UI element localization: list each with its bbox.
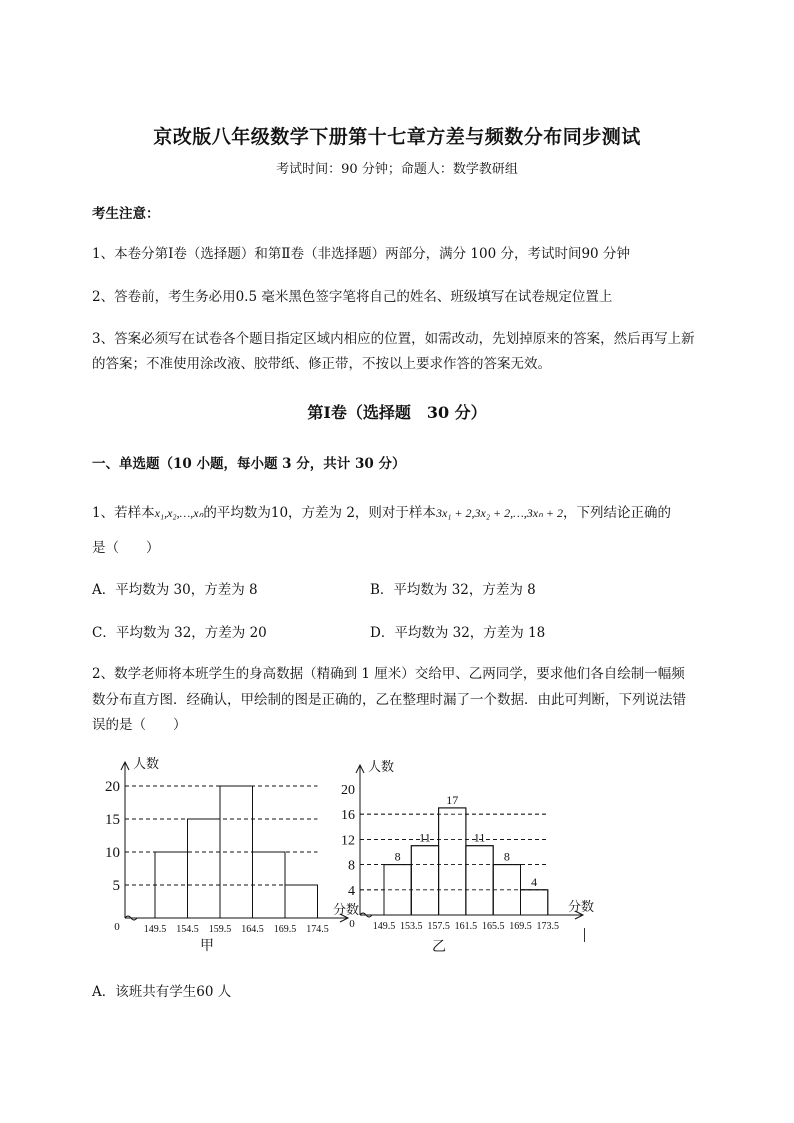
bar-value-label: 11 (419, 830, 431, 845)
bar-value-label: 17 (446, 792, 459, 807)
x-tick-label: 169.5 (509, 921, 532, 932)
x-tick-label: 149.5 (143, 924, 167, 935)
question-2-line2: 数分布直方图．经确认，甲绘制的图是正确的，乙在整理时漏了一个数据．由此可判断，下列说法错 (92, 692, 686, 708)
q2-option-a[interactable]: A．该班共有学生60 人 (92, 984, 232, 1000)
y-tick-label: 8 (348, 858, 355, 874)
x-tick-label: 165.5 (481, 921, 505, 932)
x-axis-label: 分数 (332, 902, 360, 917)
y-tick-label: 12 (341, 833, 355, 849)
histogram-bar (411, 846, 438, 915)
bar-value-label: 11 (473, 830, 486, 845)
histogram-jia (100, 750, 360, 960)
x-tick-label: 157.5 (427, 921, 450, 932)
bar-value-label: 4 (531, 874, 538, 889)
question-2-line1: 2、数学老师将本班学生的身高数据（精确到 1 厘米）交给甲、乙两同学，要求他们各自绘制一幅频 (92, 666, 685, 682)
question-1-line (92, 501, 671, 521)
histogram-bar (521, 890, 548, 915)
histogram-bar (466, 846, 493, 915)
page-title: 京改版八年级数学下册第十七章方差与频数分布同步测试 (153, 126, 641, 148)
y-tick-label: 20 (105, 779, 120, 795)
cursor-mark (584, 928, 585, 942)
chart-title: 甲 (200, 939, 214, 954)
x-tick-label: 161.5 (454, 921, 478, 932)
x-tick-label: 174.5 (306, 924, 329, 935)
y-tick-label: 4 (348, 883, 355, 899)
x-axis-label: 分数 (567, 899, 595, 914)
y-axis-label: 人数 (368, 759, 395, 774)
x-tick-label: 173.5 (536, 921, 560, 932)
y-tick-label: 15 (105, 812, 120, 828)
x-tick-label: 164.5 (241, 924, 264, 935)
x-tick-label: 169.5 (273, 924, 297, 935)
histogram-bar (285, 885, 318, 918)
notice-item-1: 1、本卷分第Ⅰ卷（选择题）和第Ⅱ卷（非选择题）两部分，满分 100 分，考试时间90 分钟 (92, 246, 630, 262)
q1-suffix: ，下列结论正确的 (563, 505, 672, 521)
histogram-yi (332, 755, 600, 960)
q1-option-a[interactable]: A．平均数为 30，方差为 8 (92, 582, 258, 598)
q1-expr: 3x₁ + 2,3x₂ + 2,…,3xₙ + 2 (435, 506, 564, 520)
exam-info: 考试时间：90 分钟；命题人：数学教研组 (276, 162, 518, 177)
y-tick-label: 10 (105, 845, 120, 861)
x-tick-label: 154.5 (176, 924, 199, 935)
q1-middle: 的平均数为10，方差为 2，则对于样本 (203, 505, 436, 521)
origin-label: 0 (114, 921, 120, 933)
y-axis-label: 人数 (133, 756, 160, 771)
q1-option-c[interactable]: C．平均数为 32，方差为 20 (92, 625, 267, 641)
notice-heading: 考生注意： (92, 206, 160, 222)
q1-sample: x₁,x₂,…,xₙ (154, 506, 204, 520)
q1-option-d[interactable]: D．平均数为 32，方差为 18 (370, 625, 546, 641)
section-title: 第Ⅰ卷（选择题 30 分） (307, 403, 487, 422)
q1-option-b[interactable]: B．平均数为 32，方差为 8 (370, 582, 536, 598)
notice-item-2: 2、答卷前，考生务必用0.5 毫米黑色签字笔将自己的姓名、班级填写在试卷规定位置上 (92, 289, 613, 305)
x-tick-label: 159.5 (208, 924, 232, 935)
histogram-bar (439, 808, 466, 915)
q1-prefix: 1、若样本 (92, 505, 155, 521)
x-tick-label: 149.5 (372, 921, 396, 932)
y-tick-label: 20 (341, 783, 355, 798)
y-tick-label: 16 (341, 808, 355, 824)
bar-value-label: 8 (394, 849, 401, 864)
chart-title: 乙 (432, 940, 446, 955)
part-title: 一、单选题（10 小题，每小题 3 分，共计 30 分） (92, 456, 406, 472)
bar-value-label: 8 (503, 849, 510, 864)
question-1-line2: 是（ ） (92, 540, 160, 556)
notice-item-3-cont: 的答案；不准使用涂改液、胶带纸、修正带，不按以上要求作答的答案无效。 (92, 356, 551, 372)
question-2-line3: 误的是（ ） (92, 717, 187, 733)
y-tick-label: 5 (112, 878, 120, 894)
histogram-bar (188, 819, 221, 918)
x-tick-label: 153.5 (400, 921, 423, 932)
notice-item-3: 3、答案必须写在试卷各个题目指定区域内相应的位置，如需改动，先划掉原来的答案，然后再写上新 (92, 331, 695, 347)
origin-label: 0 (349, 918, 355, 930)
